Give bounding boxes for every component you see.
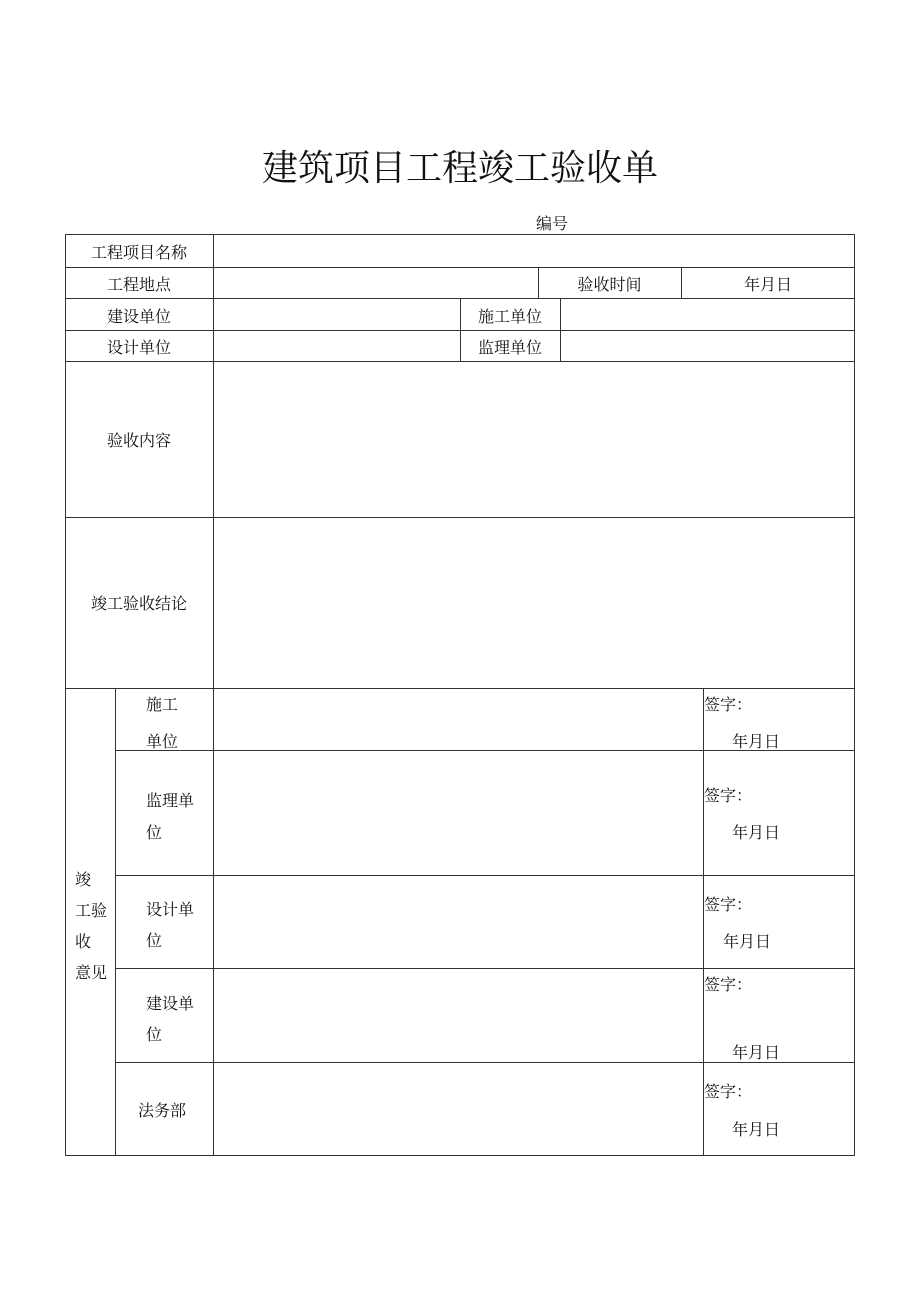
side-label-line: 收 (75, 932, 92, 951)
acceptance-date-value: 年月日 (743, 275, 792, 294)
opinion-unit-label: 监理单 (146, 791, 195, 810)
signature-label: 签字： (704, 786, 753, 805)
signature-date: 年月日 (732, 1043, 781, 1062)
design-unit-label: 设计单位 (106, 338, 171, 357)
location-label: 工程地点 (106, 275, 171, 294)
side-label-line: 竣 (75, 870, 92, 889)
opinion-unit-label: 位 (146, 1025, 163, 1044)
signature-date: 年月日 (732, 732, 781, 751)
row-divider (115, 1062, 855, 1063)
column-divider (213, 234, 214, 1156)
signature-label: 签字： (704, 695, 753, 714)
row-divider (65, 517, 855, 518)
acceptance-time-label: 验收时间 (577, 275, 642, 294)
opinion-unit-label: 建设单 (146, 994, 195, 1013)
row-divider (115, 875, 855, 876)
completion-opinion-side-label (75, 864, 115, 988)
side-label-line: 工验 (75, 901, 108, 920)
builder-unit-label: 施工单位 (477, 307, 542, 326)
row-divider (65, 361, 855, 362)
completion-conclusion-label: 竣工验收结论 (90, 594, 187, 613)
row-divider (65, 688, 855, 689)
acceptance-content-label: 验收内容 (106, 431, 171, 450)
row-divider (115, 968, 855, 969)
document-title: 建筑项目工程竣工验收单 (261, 148, 658, 189)
column-divider (115, 688, 116, 1156)
opinion-unit-label: 位 (146, 931, 163, 950)
serial-number-label: 编号 (536, 214, 569, 233)
signature-label: 签字： (704, 895, 753, 914)
opinion-unit-label: 位 (146, 823, 163, 842)
opinion-unit-label: 单位 (146, 732, 179, 751)
supervision-unit-label: 监理单位 (477, 338, 542, 357)
signature-date: 年月日 (723, 932, 772, 951)
signature-date: 年月日 (732, 823, 781, 842)
signature-label: 签字： (704, 975, 753, 994)
column-divider (560, 298, 561, 361)
row-divider (65, 267, 855, 268)
construction-unit-label: 建设单位 (106, 307, 171, 326)
signature-label: 签字： (704, 1082, 753, 1101)
project-name-label: 工程项目名称 (90, 243, 187, 262)
opinion-unit-label: 法务部 (138, 1101, 187, 1120)
opinion-unit-label: 设计单 (146, 900, 195, 919)
opinion-unit-label: 施工 (146, 695, 179, 714)
side-label-line: 意见 (75, 963, 108, 982)
signature-date: 年月日 (732, 1120, 781, 1139)
